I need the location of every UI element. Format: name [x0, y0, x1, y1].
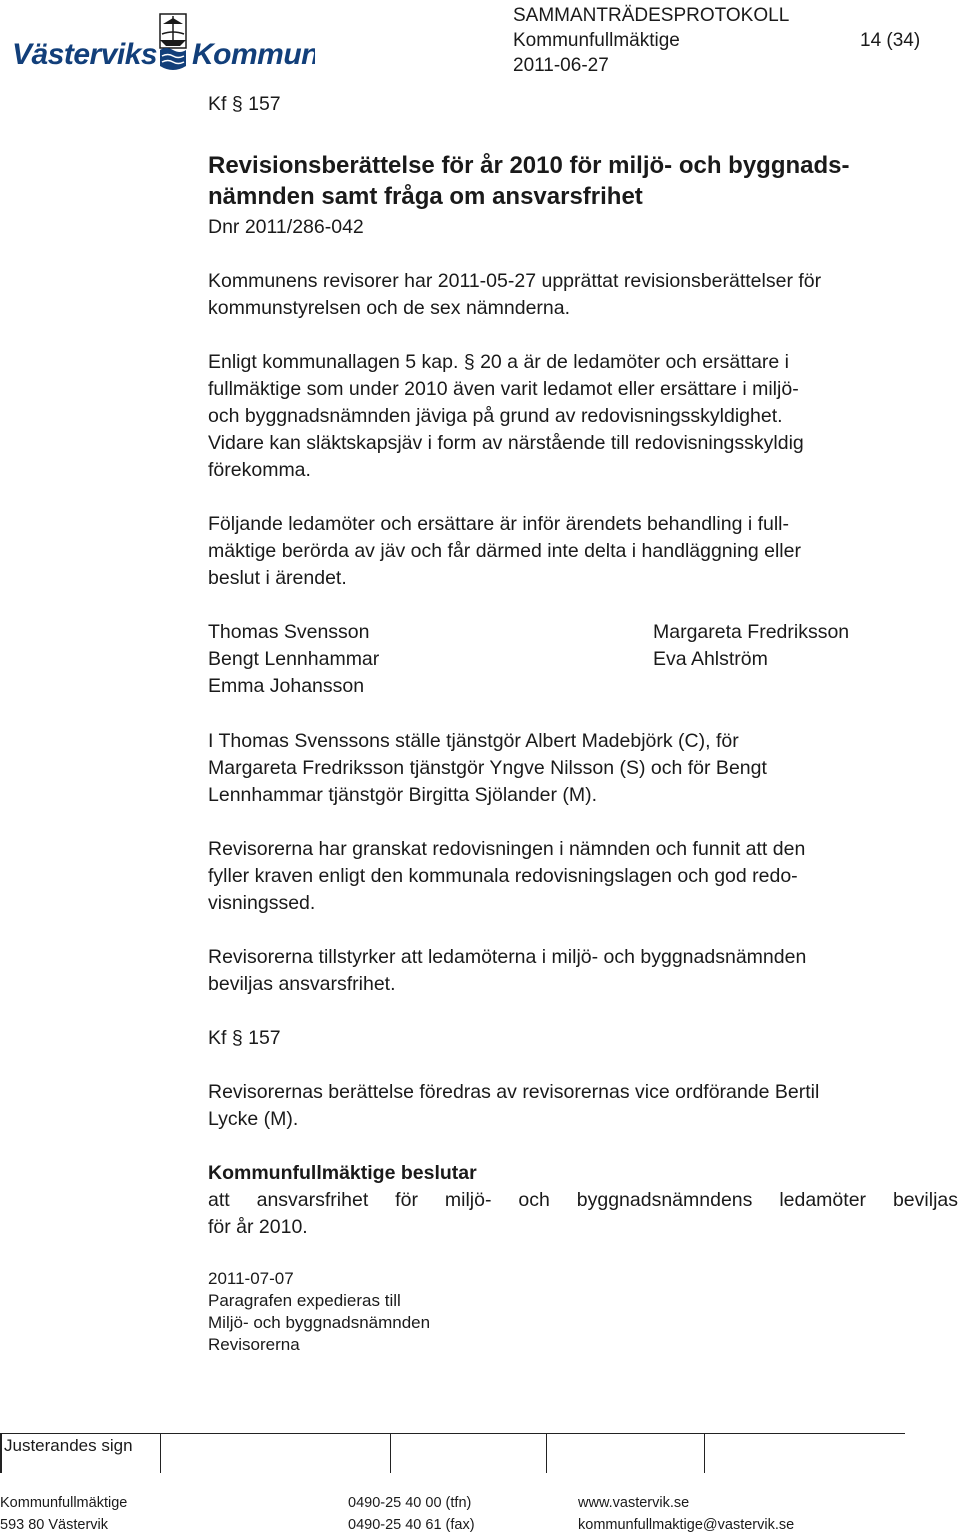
protocol-title: SAMMANTRÄDESPROTOKOLL [513, 5, 790, 26]
text-line: Följande ledamöter och ersättare är inför ärendets behandling i full- [208, 513, 790, 535]
names-right-column [653, 619, 849, 673]
footer-fax: 0490-25 40 61 (fax) [348, 1517, 475, 1533]
text-line: fyller kraven enligt den kommunala redovisningslagen och god redo- [208, 865, 798, 887]
paragraph-substitutes [208, 728, 958, 809]
paragraph-reference-2: Kf § 157 [208, 1027, 281, 1049]
item-title-line-2: nämnden samt fråga om ansvarsfrihet [208, 183, 643, 210]
text-line: fullmäktige som under 2010 även varit ledamot eller ersättare i miljö- [208, 378, 799, 400]
footer-email-link[interactable]: kommunfullmaktige@vastervik.se [578, 1517, 795, 1533]
text-line: och byggnadsnämnden jäviga på grund av redovisningsskyldighet. [208, 405, 783, 427]
paragraph-reference: Kf § 157 [208, 93, 281, 115]
dispatch-line: Paragrafen expedieras till [208, 1291, 401, 1310]
member-name: Margareta Fredriksson [653, 621, 850, 643]
footer-website-link[interactable]: www.vastervik.se [578, 1495, 690, 1511]
text-line: för år 2010. [208, 1216, 308, 1238]
text-line: Vidare kan släktskapsjäv i form av närstående till redovisningsskyldig [208, 432, 804, 454]
svg-text:Kommun: Kommun [192, 38, 315, 71]
paragraph-conflict [208, 511, 958, 592]
footer-postal-address: 593 80 Västervik [0, 1517, 109, 1533]
paragraph-presentation [208, 1079, 958, 1133]
dispatch-recipient: Miljö- och byggnadsnämnden [208, 1313, 431, 1332]
municipality-logo [10, 6, 315, 78]
member-name: Bengt Lennhammar [208, 648, 380, 670]
text-line: Lycke (M). [208, 1108, 299, 1130]
text-line: Revisorerna har granskat redovisningen i nämnden och funnit att den [208, 838, 806, 860]
text-line: Lennhammar tjänstgör Birgitta Sjölander (M). [208, 784, 598, 806]
text-line: beviljas ansvarsfrihet. [208, 973, 396, 995]
header-body-name: Kommunfullmäktige [513, 30, 680, 51]
diary-number: Dnr 2011/286-042 [208, 216, 364, 238]
decision-text [208, 1187, 958, 1241]
footer-body-name: Kommunfullmäktige [0, 1495, 128, 1511]
dispatch-date: 2011-07-07 [208, 1269, 294, 1288]
item-title-line-1: Revisionsberättelse för år 2010 för miljö- och byggnads- [208, 152, 850, 179]
paragraph-revisors [208, 268, 958, 322]
text-line: kommunstyrelsen och de sex nämnderna. [208, 297, 571, 319]
footer-address [0, 1492, 127, 1536]
text-line: Kommunens revisorer har 2011-05-27 upprättat revisionsberättelser för [208, 270, 822, 292]
text-line: Revisorernas berättelse föredras av revisorernas vice ordförande Bertil [208, 1081, 820, 1103]
member-name: Thomas Svensson [208, 621, 370, 643]
paragraph-law [208, 349, 958, 484]
text-line: I Thomas Svenssons ställe tjänstgör Albert Madebjörk (C), för [208, 730, 739, 752]
signature-row [0, 1433, 960, 1473]
footer-phone [348, 1492, 475, 1536]
text-line: Revisorerna tillstyrker att ledamöterna i miljö- och byggnadsnämnden [208, 946, 807, 968]
text-line: förekomma. [208, 459, 311, 481]
ship-emblem-icon [160, 14, 186, 70]
page-number: 14 (34) [860, 30, 921, 51]
paragraph-recommendation [208, 944, 958, 998]
member-name: Eva Ahlström [653, 648, 768, 670]
footer-telephone: 0490-25 40 00 (tfn) [348, 1495, 472, 1511]
text-line: Enligt kommunallagen 5 kap. § 20 a är de ledamöter och ersättare i [208, 351, 790, 373]
text-line: visningssed. [208, 892, 316, 914]
dispatch-recipient: Revisorerna [208, 1335, 300, 1354]
member-name: Emma Johansson [208, 675, 365, 697]
text-line: beslut i ärendet. [208, 567, 347, 589]
text-line: Margareta Fredriksson tjänstgör Yngve Nilsson (S) och för Bengt [208, 757, 767, 779]
dispatch-block [208, 1268, 430, 1356]
decision-heading: Kommunfullmäktige beslutar [208, 1162, 477, 1184]
paragraph-review [208, 836, 958, 917]
text-line: mäktige berörda av jäv och får därmed inte delta i handläggning eller [208, 540, 801, 562]
names-left-column [208, 619, 379, 700]
footer-contact [578, 1492, 794, 1536]
svg-text:Västerviks: Västerviks [12, 38, 158, 71]
signature-label: Justerandes sign [4, 1436, 133, 1455]
text-line: att ansvarsfrihet för miljö- och byggnadsnämndens ledamöter beviljas [208, 1189, 958, 1211]
meeting-date: 2011-06-27 [513, 55, 609, 76]
